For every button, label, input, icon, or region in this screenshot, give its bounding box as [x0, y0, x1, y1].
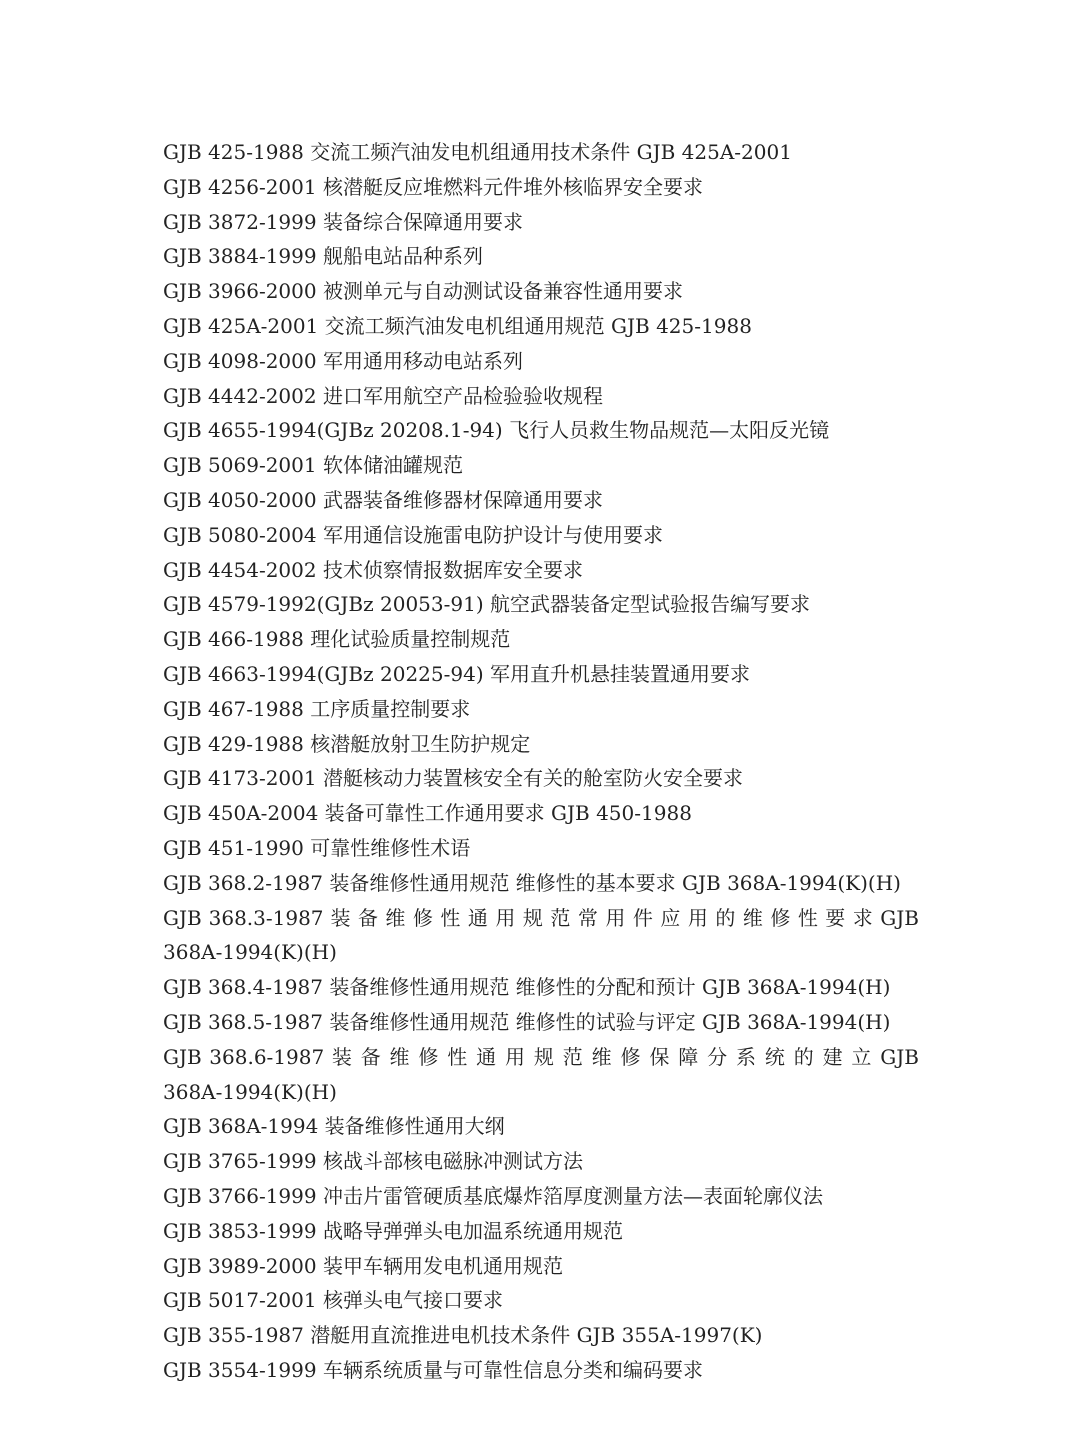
list-item: GJB 355-1987 潜艇用直流推进电机技术条件 GJB 355A-1997(K)	[163, 1323, 763, 1348]
list-item: GJB 4442-2002 进口军用航空产品检验验收规程	[163, 383, 603, 408]
list-item: GJB 3554-1999 车辆系统质量与可靠性信息分类和编码要求	[163, 1357, 703, 1382]
list-item: GJB 368.4-1987 装备维修性通用规范 维修性的分配和预计 GJB 368A-1994(H)	[163, 975, 891, 1000]
list-item: GJB 368.6-1987 装 备 维 修 性 通 用 规 范 维 修 保 障 分 系 统 的 建 立 GJB	[163, 1044, 919, 1069]
list-item: GJB 5080-2004 军用通信设施雷电防护设计与使用要求	[163, 522, 663, 547]
list-item: GJB 4173-2001 潜艇核动力装置核安全有关的舱室防火安全要求	[163, 766, 743, 791]
list-item: GJB 429-1988 核潜艇放射卫生防护规定	[163, 731, 531, 756]
list-item: GJB 3989-2000 装甲车辆用发电机通用规范	[163, 1253, 563, 1278]
list-item: GJB 4454-2002 技术侦察情报数据库安全要求	[163, 557, 583, 582]
standards-list	[163, 135, 919, 1388]
list-item: GJB 4256-2001 核潜艇反应堆燃料元件堆外核临界安全要求	[163, 174, 703, 199]
list-item: GJB 425-1988 交流工频汽油发电机组通用技术条件 GJB 425A-2001	[163, 140, 792, 164]
list-item: GJB 3853-1999 战略导弹弹头电加温系统通用规范	[163, 1218, 623, 1243]
list-item: GJB 3765-1999 核战斗部核电磁脉冲测试方法	[163, 1149, 583, 1174]
list-item: GJB 450A-2004 装备可靠性工作通用要求 GJB 450-1988	[163, 801, 692, 826]
list-item: GJB 3872-1999 装备综合保障通用要求	[163, 209, 523, 234]
list-item: GJB 4098-2000 军用通用移动电站系列	[163, 348, 523, 373]
list-item: GJB 368.3-1987 装 备 维 修 性 通 用 规 范 常 用 件 应 用 的 维 修 性 要 求 GJB	[163, 905, 919, 930]
list-item: GJB 5017-2001 核弹头电气接口要求	[163, 1288, 503, 1313]
list-item: GJB 5069-2001 软体储油罐规范	[163, 453, 463, 478]
list-item-continuation: 368A-1994(K)(H)	[163, 940, 337, 965]
list-item: GJB 467-1988 工序质量控制要求	[163, 696, 471, 721]
list-item: GJB 451-1990 可靠性维修性术语	[163, 835, 471, 860]
list-item: GJB 4655-1994(GJBz 20208.1-94) 飞行人员救生物品规范—太阳反光镜	[163, 418, 830, 443]
list-item: GJB 368A-1994 装备维修性通用大纲	[163, 1114, 505, 1139]
list-item: GJB 425A-2001 交流工频汽油发电机组通用规范 GJB 425-1988	[163, 313, 752, 338]
list-item: GJB 3884-1999 舰船电站品种系列	[163, 244, 483, 269]
list-item: GJB 3966-2000 被测单元与自动测试设备兼容性通用要求	[163, 279, 683, 304]
list-item: GJB 368.2-1987 装备维修性通用规范 维修性的基本要求 GJB 368A-1994(K)(H)	[163, 870, 901, 895]
list-item: GJB 3766-1999 冲击片雷管硬质基底爆炸箔厚度测量方法—表面轮廓仪法	[163, 1183, 823, 1208]
list-item: GJB 4050-2000 武器装备维修器材保障通用要求	[163, 487, 603, 512]
list-item: GJB 4663-1994(GJBz 20225-94) 军用直升机悬挂装置通用要求	[163, 661, 750, 686]
list-item: GJB 466-1988 理化试验质量控制规范	[163, 627, 511, 652]
list-item: GJB 368.5-1987 装备维修性通用规范 维修性的试验与评定 GJB 368A-1994(H)	[163, 1009, 891, 1034]
list-item: GJB 4579-1992(GJBz 20053-91) 航空武器装备定型试验报告编写要求	[163, 592, 810, 617]
list-item-continuation: 368A-1994(K)(H)	[163, 1079, 337, 1104]
